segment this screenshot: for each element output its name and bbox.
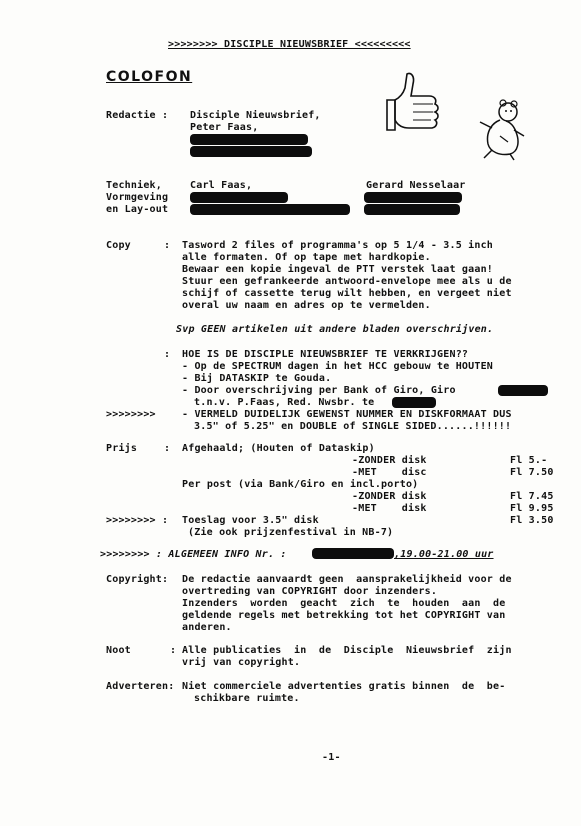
copy-line: schijf of cassette terug wilt hebben, en vergeet niet: [182, 288, 512, 299]
noot-label: Noot: [106, 645, 131, 656]
adverteren-label: Adverteren:: [106, 681, 175, 692]
copy-note: Svp GEEN artikelen uit andere bladen overschrijven.: [176, 324, 494, 335]
page-title: >>>>>>>> DISCIPLE NIEUWSBRIEF <<<<<<<<<: [168, 39, 411, 50]
prijs-toeslag: Toeslag voor 3.5" disk: [182, 515, 319, 526]
price-item: -MET disc: [352, 467, 427, 478]
price-value: Fl 3.50: [510, 515, 554, 526]
prijs-afgehaald: Afgehaald; (Houten of Dataskip): [182, 443, 375, 454]
verkrijgen-bullet: - Bij DATASKIP te Gouda.: [182, 373, 332, 384]
price-item: -MET disk: [352, 503, 427, 514]
redaction-bar: [312, 548, 394, 559]
colofon-heading: COLOFON: [106, 69, 193, 85]
copyright-label: Copyright:: [106, 574, 169, 585]
verkrijgen-bullet: - Door overschrijving per Bank of Giro, Giro: [182, 385, 456, 396]
copy-label: Copy: [106, 240, 131, 251]
redaction-bar: [364, 204, 460, 215]
thumbs-up-icon: [385, 70, 445, 140]
adverteren-line: schikbare ruimte.: [194, 693, 300, 704]
copyright-line: Inzenders worden geacht zich te houden aan de: [182, 598, 506, 609]
redaction-bar: [190, 192, 288, 203]
verkrijgen-bullet-cont: 3.5" of 5.25" en DOUBLE of SINGLE SIDED......!!!!!!: [194, 421, 512, 432]
techniek-name1: Carl Faas,: [190, 180, 253, 191]
redactie-line2: Peter Faas,: [190, 122, 259, 133]
redaction-bar: [364, 192, 462, 203]
copyright-line: overtreding van COPYRIGHT door inzenders.: [182, 586, 438, 597]
arrow-marker: >>>>>>>>: [106, 409, 156, 420]
copyright-line: De redactie aanvaardt geen aansprakelijkheid voor de: [182, 574, 512, 585]
layout-label: en Lay-out: [106, 204, 169, 215]
page-number: -1-: [322, 752, 341, 763]
price-item: -ZONDER disk: [352, 455, 427, 466]
verkrijgen-question: HOE IS DE DISCIPLE NIEUWSBRIEF TE VERKRIJGEN??: [182, 349, 469, 360]
adverteren-line: Niet commerciele advertenties gratis binnen de be-: [182, 681, 506, 692]
price-value: Fl 7.45: [510, 491, 554, 502]
price-value: Fl 5.-: [510, 455, 548, 466]
vormgeving-label: Vormgeving: [106, 192, 169, 203]
prijs-colon: :: [164, 443, 171, 454]
copyright-line: anderen.: [182, 622, 232, 633]
redaction-bar: [498, 385, 548, 396]
noot-line: Alle publicaties in de Disciple Nieuwsbrief zijn: [182, 645, 512, 656]
copy-line: Stuur een gefrankeerde antwoord-envelope mee als u de: [182, 276, 512, 287]
prijs-perpost: Per post (via Bank/Giro en incl.porto): [182, 479, 419, 490]
price-value: Fl 7.50: [510, 467, 554, 478]
noot-colon: :: [170, 645, 177, 656]
verkrijgen-bullet: - VERMELD DUIDELIJK GEWENST NUMMER EN DISKFORMAAT DUS: [182, 409, 512, 420]
techniek-name2: Gerard Nesselaar: [366, 180, 466, 191]
redaction-bar: [190, 204, 350, 215]
copy-colon: :: [164, 240, 171, 251]
redaction-bar: [190, 146, 312, 157]
copy-line: Bewaar een kopie ingeval de PTT verstek laat gaan!: [182, 264, 494, 275]
bear-icon: [470, 98, 530, 164]
redaction-bar: [392, 397, 436, 408]
price-value: Fl 9.95: [510, 503, 554, 514]
redactie-label: Redactie :: [106, 110, 169, 121]
copy-line: overal uw naam en adres op te vermelden.: [182, 300, 431, 311]
verkrijgen-bullet: - Op de SPECTRUM dagen in het HCC gebouw te HOUTEN: [182, 361, 494, 372]
price-item: -ZONDER disk: [352, 491, 427, 502]
prijs-toeslag-note: (Zie ook prijzenfestival in NB-7): [188, 527, 394, 538]
info-suffix: ,19.00-21.00 uur: [394, 549, 494, 560]
copy-line: alle formaten. Of op tape met hardkopie.: [182, 252, 431, 263]
arrow-marker: >>>>>>>> :: [106, 515, 169, 526]
verkrijgen-colon: :: [164, 349, 171, 360]
verkrijgen-bullet-cont: t.n.v. P.Faas, Red. Nwsbr. te: [194, 397, 375, 408]
copy-line: Tasword 2 files of programma's op 5 1/4 - 3.5 inch: [182, 240, 494, 251]
techniek-label: Techniek,: [106, 180, 162, 191]
noot-line: vrij van copyright.: [182, 657, 301, 668]
copyright-line: geldende regels met betrekking tot het COPYRIGHT van: [182, 610, 506, 621]
prijs-label: Prijs: [106, 443, 138, 454]
redaction-bar: [190, 134, 308, 145]
info-prefix: >>>>>>>> : ALGEMEEN INFO Nr. :: [100, 549, 287, 560]
redactie-line1: Disciple Nieuwsbrief,: [190, 110, 321, 121]
